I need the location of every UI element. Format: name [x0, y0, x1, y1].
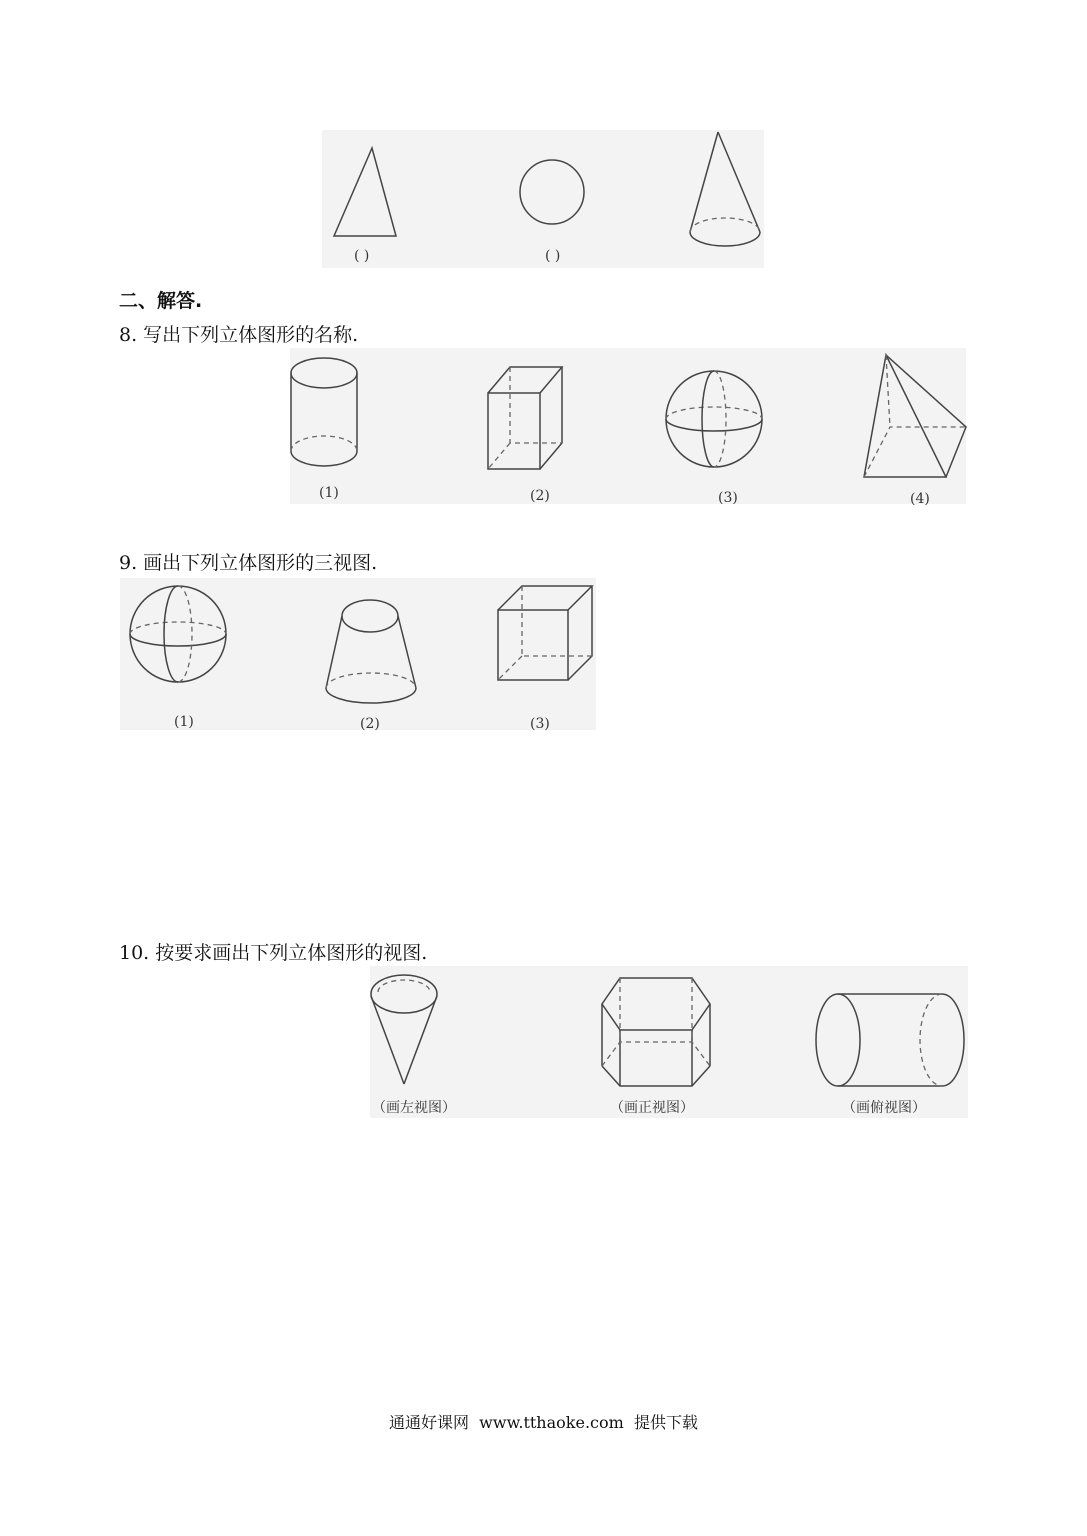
triangle-icon: [334, 148, 396, 236]
q10-figures: [366, 966, 972, 1122]
q8-caption-1: (1): [319, 485, 339, 501]
sphere-icon: [666, 371, 762, 467]
frustum-icon: [326, 600, 416, 703]
footer-text: 通通好课网 www.tthaoke.com 提供下载: [389, 1413, 698, 1432]
q10-caption-2: （画正视图）: [610, 1100, 694, 1116]
q8-text: 8. 写出下列立体图形的名称.: [119, 324, 359, 346]
q9-text: 9. 画出下列立体图形的三视图.: [119, 552, 378, 574]
inverted-cone-icon: [371, 975, 437, 1084]
pyramid-icon: [864, 355, 966, 477]
q10-caption-3: （画俯视图）: [842, 1100, 926, 1116]
sphere-icon: [130, 586, 226, 682]
top-label-2: ( ): [545, 248, 561, 264]
cylinder-icon: [291, 358, 357, 466]
hexagonal-prism-icon: [602, 978, 710, 1086]
q10-text: 10. 按要求画出下列立体图形的视图.: [119, 942, 428, 964]
q9-caption-2: (2): [360, 716, 380, 732]
q9-figures: [120, 578, 600, 734]
section-title: 二、解答.: [119, 290, 203, 312]
q9-caption-1: (1): [174, 714, 194, 730]
q8-caption-2: (2): [530, 488, 550, 504]
q9-caption-3: (3): [530, 716, 550, 732]
q8-caption-4: (4): [910, 491, 930, 507]
cube-icon: [498, 586, 592, 680]
q8-figures: [282, 345, 972, 510]
q8-caption-3: (3): [718, 490, 738, 506]
circle-icon: [520, 160, 584, 224]
cuboid-icon: [488, 367, 562, 469]
cone-icon: [690, 132, 760, 246]
top-label-1: ( ): [354, 248, 370, 264]
q10-caption-1: （画左视图）: [372, 1100, 456, 1116]
horizontal-cylinder-icon: [816, 994, 964, 1086]
top-figure: [322, 128, 764, 270]
